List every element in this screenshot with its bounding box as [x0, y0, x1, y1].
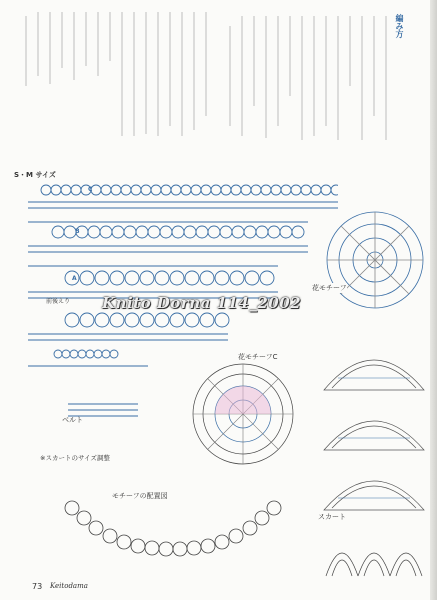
- motif-stack-diagram: [318, 330, 430, 540]
- skirt-size-note: ※スカートのサイズ調整: [40, 454, 110, 462]
- left-text-column: [6, 6, 216, 146]
- flower-motif-c-diagram: [185, 358, 305, 468]
- belt-label: ベルト: [62, 416, 83, 424]
- skirt-lace-diagram: [322, 520, 430, 580]
- circle-row-a2: [65, 313, 229, 327]
- flower-motif-diagram: [320, 205, 430, 315]
- text-lines-right: [222, 6, 422, 146]
- brand-logo: Keitodama: [50, 582, 88, 590]
- circle-row-b: [52, 226, 304, 238]
- motif-layout-diagram: [58, 498, 298, 568]
- mark-b: B: [75, 228, 80, 235]
- layout-title: モチーフの配置図: [112, 492, 168, 500]
- page-edge-strip: [430, 0, 437, 600]
- circle-row-a: [65, 271, 274, 285]
- right-text-column: [222, 6, 422, 146]
- flower-motif-label: 花モチーフ: [312, 284, 347, 292]
- circle-row-c: [41, 185, 338, 195]
- watermark: Knito Dorna 114_2002: [102, 294, 302, 312]
- circle-row-small: [54, 350, 118, 358]
- flower-motif-c-label: 花モチーフC: [238, 353, 278, 361]
- text-lines-left: [6, 6, 216, 146]
- size-label: S・M サイズ: [14, 171, 56, 179]
- mark-c: C: [88, 186, 93, 193]
- mark-a: A: [72, 275, 77, 282]
- skirt-label: スカート: [318, 513, 346, 521]
- page-number: 73: [32, 582, 43, 591]
- section-heading: 編み方: [395, 14, 404, 38]
- front-trim-label: 前後えり: [46, 298, 71, 305]
